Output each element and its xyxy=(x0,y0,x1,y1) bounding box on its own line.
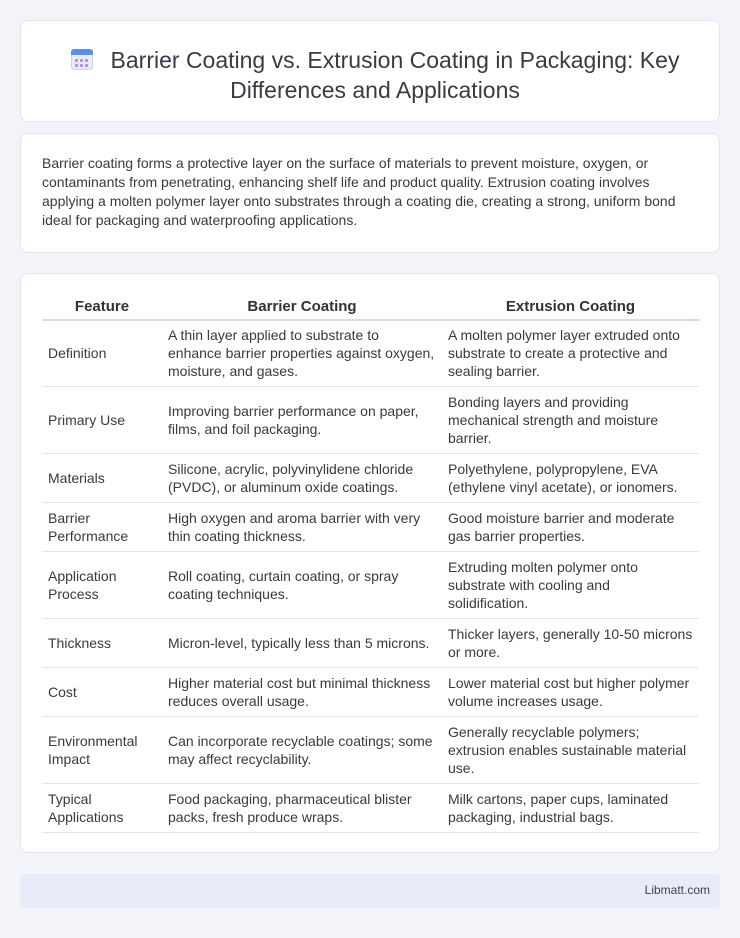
table-row xyxy=(42,387,699,454)
calendar-icon xyxy=(71,48,93,70)
feature-cell: Application Process xyxy=(42,552,162,619)
comparison-table-card xyxy=(20,273,720,853)
barrier-cell: Silicone, acrylic, polyvinylidene chloride (PVDC), or aluminum oxide coatings. xyxy=(162,454,442,503)
table-row xyxy=(42,503,699,552)
feature-cell: Materials xyxy=(42,454,162,503)
extrusion-cell: Polyethylene, polypropylene, EVA (ethylene vinyl acetate), or ionomers. xyxy=(442,454,699,503)
footer-brand[interactable]: Libmatt.com xyxy=(644,883,710,897)
barrier-cell: Roll coating, curtain coating, or spray coating techniques. xyxy=(162,552,442,619)
extrusion-cell: Generally recyclable polymers; extrusion enables sustainable material use. xyxy=(442,717,699,784)
extrusion-cell: Bonding layers and providing mechanical strength and moisture barrier. xyxy=(442,387,699,454)
barrier-cell: Micron-level, typically less than 5 microns. xyxy=(162,619,442,668)
column-header-extrusion-coating: Extrusion Coating xyxy=(442,296,699,321)
footer-bar xyxy=(20,874,720,908)
page-title-wrap xyxy=(51,45,699,105)
feature-cell: Barrier Performance xyxy=(42,503,162,552)
extrusion-cell: A molten polymer layer extruded onto substrate to create a protective and sealing barrier. xyxy=(442,321,699,387)
extrusion-cell: Good moisture barrier and moderate gas barrier properties. xyxy=(442,503,699,552)
column-header-feature: Feature xyxy=(42,296,162,321)
extrusion-cell: Extruding molten polymer onto substrate with cooling and solidification. xyxy=(442,552,699,619)
table-header-row xyxy=(42,296,699,321)
table-row xyxy=(42,717,699,784)
page-title: Barrier Coating vs. Extrusion Coating in Packaging: Key Differences and Applications xyxy=(110,47,680,103)
barrier-cell: Can incorporate recyclable coatings; some may affect recyclability. xyxy=(162,717,442,784)
table-row xyxy=(42,619,699,668)
intro-card xyxy=(20,133,720,253)
table-row xyxy=(42,552,699,619)
feature-cell: Definition xyxy=(42,321,162,387)
barrier-cell: High oxygen and aroma barrier with very thin coating thickness. xyxy=(162,503,442,552)
title-card xyxy=(20,20,720,122)
table-row xyxy=(42,784,699,833)
barrier-cell: Food packaging, pharmaceutical blister packs, fresh produce wraps. xyxy=(162,784,442,833)
feature-cell: Typical Applications xyxy=(42,784,162,833)
barrier-cell: Improving barrier performance on paper, films, and foil packaging. xyxy=(162,387,442,454)
extrusion-cell: Lower material cost but higher polymer volume increases usage. xyxy=(442,668,699,717)
feature-cell: Thickness xyxy=(42,619,162,668)
table-row xyxy=(42,454,699,503)
column-header-barrier-coating: Barrier Coating xyxy=(162,296,442,321)
extrusion-cell: Thicker layers, generally 10-50 microns or more. xyxy=(442,619,699,668)
intro-text: Barrier coating forms a protective layer on the surface of materials to prevent moisture, oxygen, or contaminants from penetrating, enhancing shelf life and product quality. Extrusion coating involves applying a molten polymer layer onto substrates through a coating die, creating a strong, uniform bond ideal for packaging and waterproofing applications. xyxy=(42,155,676,228)
feature-cell: Primary Use xyxy=(42,387,162,454)
comparison-table xyxy=(42,296,699,833)
feature-cell: Cost xyxy=(42,668,162,717)
feature-cell: Environmental Impact xyxy=(42,717,162,784)
barrier-cell: Higher material cost but minimal thickness reduces overall usage. xyxy=(162,668,442,717)
table-row xyxy=(42,668,699,717)
barrier-cell: A thin layer applied to substrate to enhance barrier properties against oxygen, moisture, and gases. xyxy=(162,321,442,387)
table-row xyxy=(42,321,699,387)
extrusion-cell: Milk cartons, paper cups, laminated packaging, industrial bags. xyxy=(442,784,699,833)
